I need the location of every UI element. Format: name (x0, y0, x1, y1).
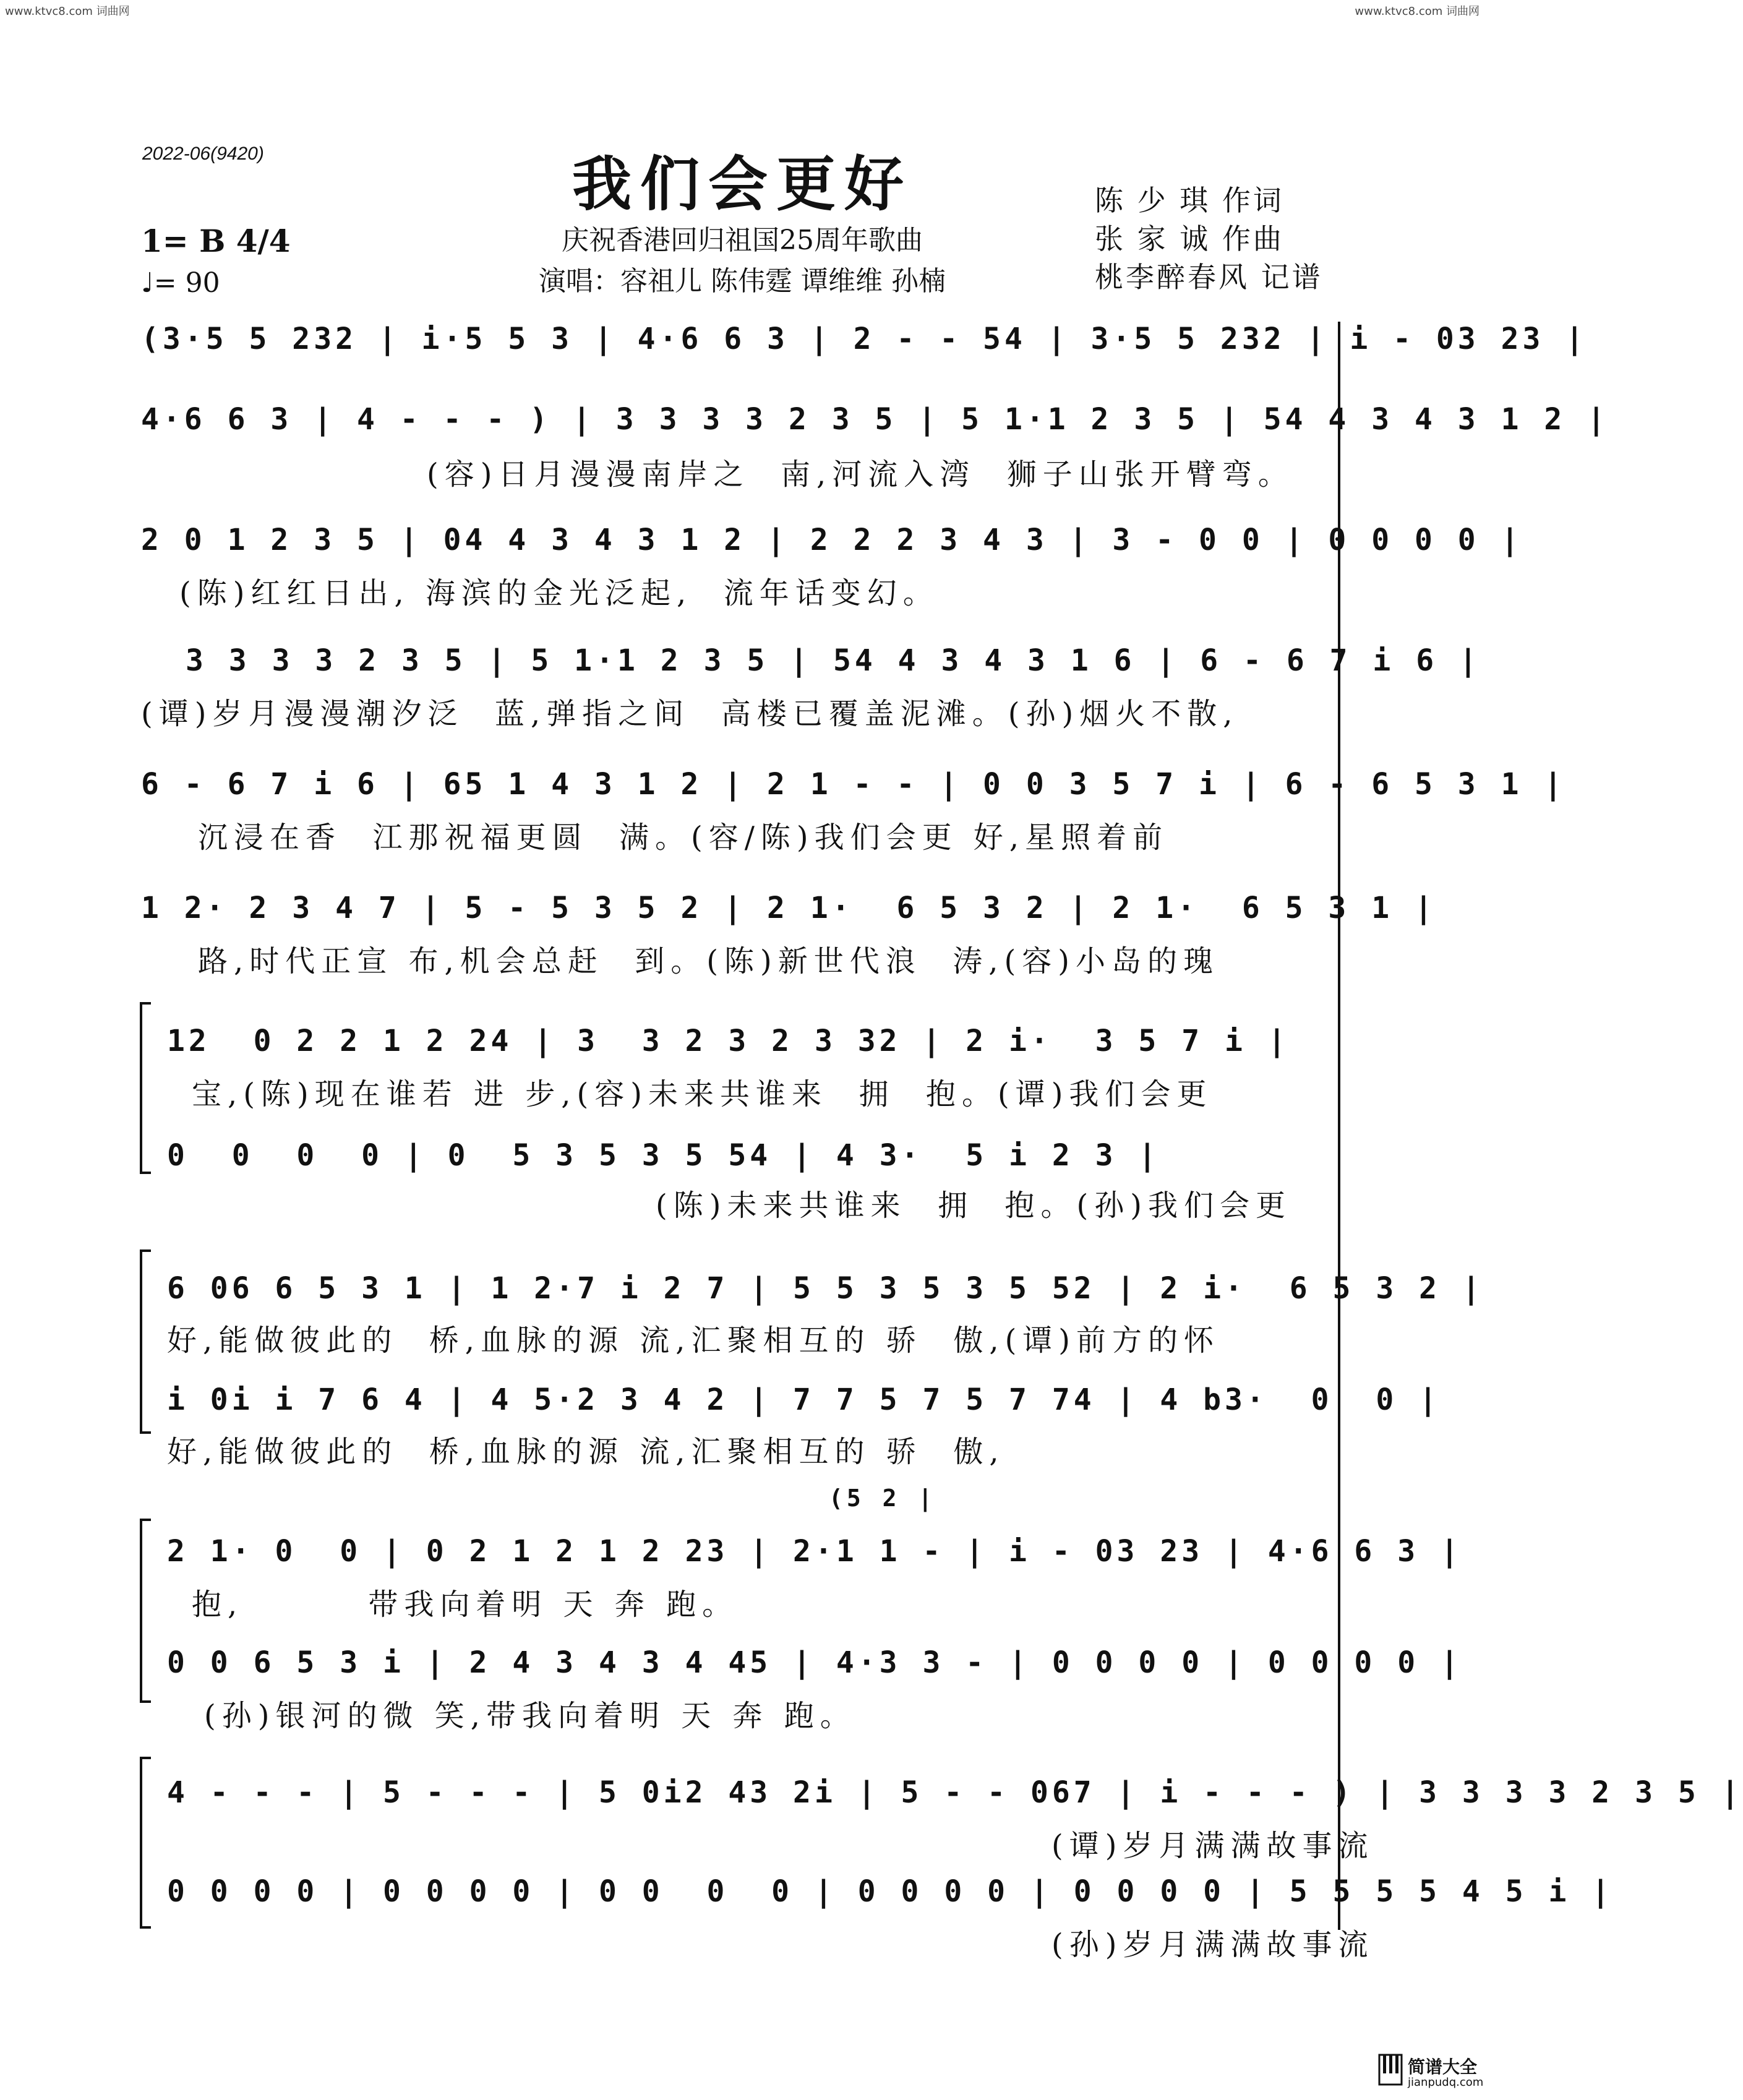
notation-row: 2 1· 0 0 | 0 2 1 2 1 2 23 | 2·1 1 - | i - 03 23 | 4·6 6 3 | (167, 1534, 1462, 1569)
system-brace (140, 1249, 151, 1434)
lyricist: 陈 少 琪 作词 (1095, 184, 1284, 217)
lyric-row: 宝,(陈)现在谁若 进 步,(容)未来共谁来 拥 抱。(谭)我们会更 (192, 1077, 1213, 1112)
watermark-left: www.ktvc8.com 词曲网 (5, 5, 130, 18)
tempo: ♩= 90 (141, 267, 220, 299)
notation-row: 0 0 0 0 | 0 5 3 5 3 5 54 | 4 3· 5 i 2 3 | (167, 1138, 1160, 1173)
system-brace (140, 1519, 151, 1703)
lyric-row: (谭)岁月漫漫潮汐泛 蓝,弹指之间 高楼已覆盖泥滩。(孙)烟火不散, (141, 696, 1239, 731)
notation-row: 4 - - - | 5 - - - | 5 0i2 43 2i | 5 - - 067 | i - - - ) | 3 3 3 3 2 3 5 | (167, 1775, 1743, 1810)
key-signature: 1= B 4/4 (141, 223, 291, 259)
lyric-row: (陈)红红日出, 海滨的金光泛起, 流年话变幻。 (179, 576, 939, 611)
system-brace (140, 1757, 151, 1929)
notation-row: 6 06 6 5 3 1 | 1 2·7 i 2 7 | 5 5 3 5 3 5 52 | 2 i· 6 5 3 2 | (167, 1271, 1484, 1306)
notation-row: (3·5 5 232 | i·5 5 3 | 4·6 6 3 | 2 - - 54 | 3·5 5 232 | i - 03 23 | (141, 322, 1588, 356)
notation-row: 6 - 6 7 i 6 | 65 1 4 3 1 2 | 2 1 - - | 0 0 3 5 7 i | 6 - 6 5 3 1 | (141, 767, 1566, 802)
lyric-row: (容)日月漫漫南岸之 南,河流入湾 狮子山张开臂弯。 (427, 457, 1294, 492)
lyric-row: 抱, 带我向着明 天 奔 跑。 (192, 1587, 739, 1622)
song-subtitle: 庆祝香港回归祖国25周年歌曲 (562, 225, 923, 256)
watermark-right: www.ktvc8.com 词曲网 (1355, 5, 1480, 18)
lyric-row: 好,能做彼此的 桥,血脉的源 流,汇聚相互的 骄 傲,(谭)前方的怀 (167, 1323, 1220, 1358)
lyric-row: (陈)未来共谁来 拥 抱。(孙)我们会更 (656, 1188, 1291, 1223)
lyric-row: 路,时代正宣 布,机会总赶 到。(陈)新世代浪 涛,(容)小岛的瑰 (198, 944, 1219, 979)
notation-row: 1 2· 2 3 4 7 | 5 - 5 3 5 2 | 2 1· 6 5 3 2 | 2 1· 6 5 3 1 | (141, 891, 1436, 925)
notation-row: 4·6 6 3 | 4 - - - ) | 3 3 3 3 2 3 5 | 5 1·1 2 3 5 | 54 4 3 4 3 1 2 | (141, 402, 1609, 437)
notation-row: 12 0 2 2 1 2 24 | 3 3 2 3 2 3 32 | 2 i· 3 5 7 i | (167, 1024, 1290, 1058)
singers: 演唱：容祖儿 陈伟霆 谭维维 孙楠 (539, 265, 946, 297)
lyric-row: (谭)岁月满满故事流 (1051, 1828, 1374, 1863)
lyric-row: (孙)银河的微 笑,带我向着明 天 奔 跑。 (204, 1699, 856, 1733)
notation-row: 2 0 1 2 3 5 | 04 4 3 4 3 1 2 | 2 2 2 3 4 3 | 3 - 0 0 | 0 0 0 0 | (141, 523, 1523, 557)
system-brace (140, 1002, 151, 1174)
lyric-row: 沉浸在香 江那祝福更圆 满。(容/陈)我们会更 好,星照着前 (198, 820, 1169, 855)
ossia-note: (5 2 | (829, 1485, 936, 1512)
date-code: 2022-06(9420) (142, 144, 264, 164)
notation-row: 3 3 3 3 2 3 5 | 5 1·1 2 3 5 | 54 4 3 4 3 1 6 | 6 - 6 7 i 6 | (186, 643, 1481, 678)
logo-url: jianpudq.com (1408, 2076, 1484, 2089)
lyric-row: (孙)岁月满满故事流 (1051, 1927, 1374, 1962)
notation-row: 0 0 0 0 | 0 0 0 0 | 0 0 0 0 | 0 0 0 0 | 0 0 0 0 | 5 5 5 5 4 5 i | (167, 1874, 1614, 1909)
composer: 张 家 诚 作曲 (1095, 222, 1284, 255)
piano-keys-icon (1378, 2052, 1403, 2087)
logo-title: 简谱大全 (1408, 2057, 1478, 2077)
transcriber: 桃李醉春风 记谱 (1095, 260, 1323, 294)
right-margin-bar (1338, 322, 1340, 1930)
lyric-row: 好,能做彼此的 桥,血脉的源 流,汇聚相互的 骄 傲, (167, 1434, 1005, 1469)
notation-row: 0 0 6 5 3 i | 2 4 3 4 3 4 45 | 4·3 3 - | 0 0 0 0 | 0 0 0 0 | (167, 1645, 1462, 1680)
notation-row: i 0i i 7 6 4 | 4 5·2 3 4 2 | 7 7 5 7 5 7 74 | 4 b3· 0 0 | (167, 1382, 1441, 1417)
song-title: 我们会更好 (572, 149, 912, 219)
